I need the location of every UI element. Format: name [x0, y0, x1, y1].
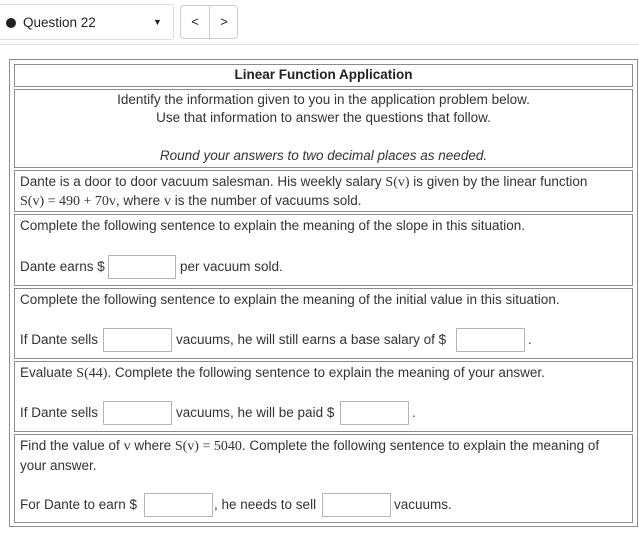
part2-prompt: Complete the following sentence to explain the meaning of the initial value in this situation.	[20, 292, 560, 307]
question-select-label: Question 22	[23, 15, 96, 30]
part3-vacuums-input[interactable]	[103, 401, 172, 425]
part4-after-text: vacuums.	[394, 497, 452, 512]
problem-table	[9, 59, 638, 527]
scenario-func-b: S(v) = 490 + 70v	[20, 194, 116, 209]
scenario-text-b: is given by the linear function	[409, 174, 588, 189]
caret-down-icon: ▼	[153, 17, 162, 27]
part1-after-text: per vacuum sold.	[180, 259, 283, 274]
question-select[interactable]	[0, 4, 174, 40]
part3-pay-input[interactable]	[340, 401, 409, 425]
scenario-func-a: S(v)	[385, 175, 410, 190]
scenario-text-c: , where	[115, 193, 164, 208]
part4-prompt-var: v	[123, 439, 131, 454]
part3-cell	[14, 361, 633, 432]
part4-prompt-func: S(v) = 5040	[174, 439, 242, 454]
part3-sentence	[20, 401, 620, 427]
problem-title-cell	[14, 64, 633, 87]
next-question-button[interactable]: >	[220, 14, 228, 29]
question-status-dot-icon	[6, 18, 16, 28]
part4-sentence	[20, 493, 620, 519]
scenario-text-a: Dante is a door to door vacuum salesman. His weekly salary	[20, 174, 386, 189]
scenario-line-1	[20, 172, 587, 192]
part4-before-text: For Dante to earn $	[20, 497, 138, 512]
part2-after-text: .	[528, 332, 532, 347]
part4-prompt	[20, 436, 624, 475]
part3-before-text: If Dante sells	[20, 405, 99, 420]
part1-earnings-per-vacuum-input[interactable]	[108, 255, 176, 279]
part2-vacuums-input[interactable]	[103, 328, 172, 352]
part1-cell	[14, 214, 633, 286]
previous-question-button[interactable]: <	[181, 6, 210, 38]
question-toolbar	[0, 0, 639, 45]
part3-prompt-a: Evaluate	[20, 365, 77, 380]
part3-middle-text: vacuums, he will be paid $	[176, 405, 335, 420]
part1-prompt: Complete the following sentence to explain the meaning of the slope in this situation.	[20, 218, 526, 233]
part2-middle-text: vacuums, he will still earns a base salary of $	[176, 332, 447, 347]
part2-before-text: If Dante sells	[20, 332, 99, 347]
part1-sentence	[20, 255, 620, 281]
part4-vacuums-input[interactable]	[322, 493, 391, 517]
question-nav-group	[180, 5, 238, 39]
part2-cell	[14, 288, 633, 359]
scenario-var: v	[163, 194, 171, 209]
part4-prompt-b: where	[130, 438, 175, 453]
scenario-cell	[14, 170, 633, 212]
problem-title: Linear Function Application	[234, 67, 413, 82]
part3-prompt-b: . Complete the following sentence to explain the meaning of your answer.	[107, 365, 545, 380]
rounding-note: Round your answers to two decimal places as needed.	[159, 148, 488, 163]
instructions-line-1: Identify the information given to you in the application problem below.	[117, 92, 530, 107]
part3-prompt-func: S(44)	[76, 366, 108, 381]
instructions-cell	[14, 89, 633, 168]
part4-middle-text: , he needs to sell	[214, 497, 317, 512]
scenario-line-2	[20, 191, 362, 211]
part4-earnings-input[interactable]	[144, 493, 213, 517]
part3-prompt	[20, 363, 545, 383]
instructions-line-2: Use that information to answer the questions that follow.	[156, 110, 491, 125]
part4-prompt-c: . Complete the following sentence to explain the meaning of your answer.	[20, 438, 600, 473]
scenario-text-d: is the number of vacuums sold.	[170, 193, 362, 208]
part2-base-salary-input[interactable]	[456, 328, 525, 352]
part4-cell	[14, 434, 633, 523]
part1-before-text: Dante earns $	[20, 259, 105, 274]
part4-prompt-a: Find the value of	[20, 438, 124, 453]
part2-sentence	[20, 328, 620, 354]
part3-after-text: .	[412, 405, 416, 420]
